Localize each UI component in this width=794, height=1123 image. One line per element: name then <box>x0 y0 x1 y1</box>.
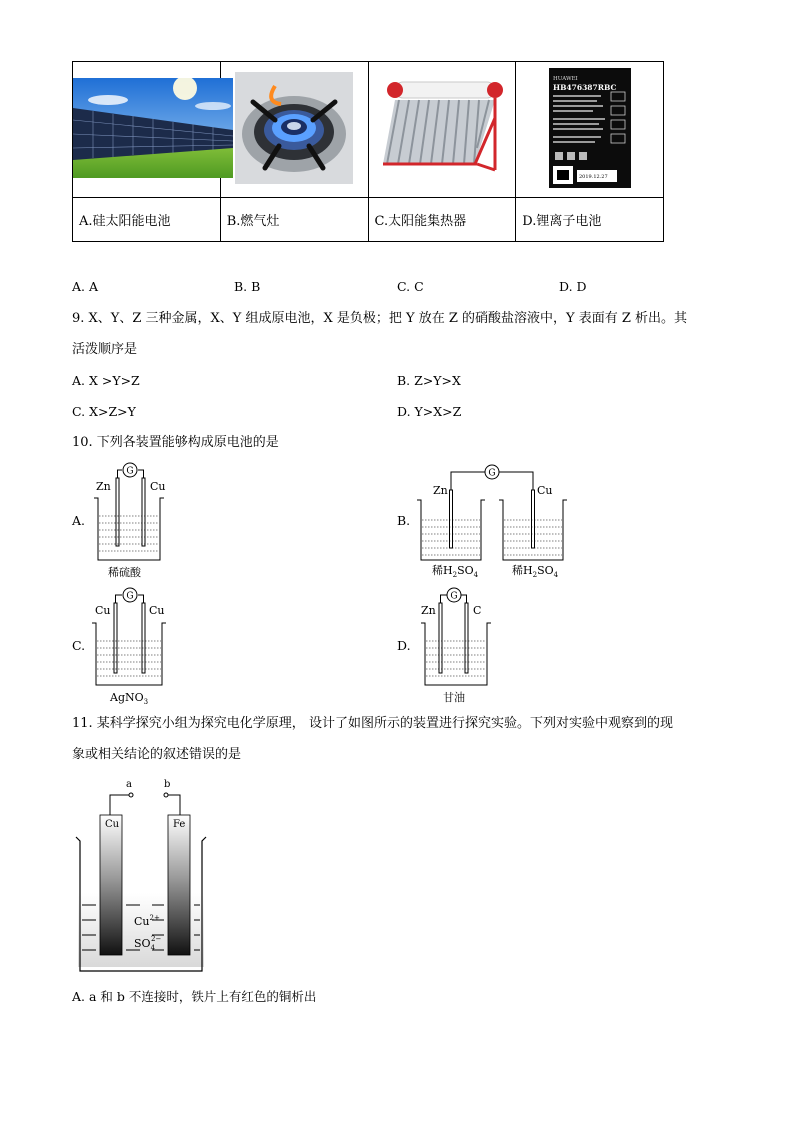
electrode-left-label: Cu <box>95 604 111 617</box>
q11-option-a: A. a 和 b 不连接时，铁片上有红色的铜析出 <box>72 989 317 1004</box>
device-caption-d: D.锂离子电池 <box>516 198 664 242</box>
solution-label: 稀硫酸 <box>108 566 141 579</box>
q8-option-d: D. D <box>559 279 587 294</box>
electrode-right-label: Cu <box>149 604 165 617</box>
electrode-left-label: Zn <box>433 484 448 497</box>
solution-label: 甘油 <box>443 691 465 704</box>
q8-option-b: B. B <box>234 279 261 294</box>
solution-right-label: 稀$H_2SO_4$ <box>512 564 559 579</box>
q10-option-c-letter: C. <box>72 638 86 653</box>
q10-option-b-letter: B. <box>397 513 411 528</box>
electrode-right-label: C <box>473 604 482 617</box>
q8-option-a: A. A <box>72 279 99 294</box>
q9-option-d: D. Y>X>Z <box>397 404 462 419</box>
device-caption-b: B.燃气灶 <box>220 198 368 242</box>
device-caption-c: C.太阳能集热器 <box>368 198 516 242</box>
ion-cu-label: $Cu^{2+}$ <box>134 914 160 928</box>
solar-panel-cell <box>73 62 221 198</box>
q11-stem-line1: 11. 某科学探究小组为探究电化学原理， 设计了如图所示的装置进行探究实验。下列对实验中观察到的现 <box>72 716 673 731</box>
gas-stove-image <box>235 72 353 184</box>
solar-panel-image <box>73 78 233 178</box>
device-caption-a: A.硅太阳能电池 <box>73 198 221 242</box>
terminal-a-label: a <box>126 779 132 790</box>
electrode-right-label: Cu <box>537 484 553 497</box>
device-table <box>72 61 664 242</box>
electrode-left-label: Zn <box>96 480 111 493</box>
electrode-right-label: Cu <box>150 480 166 493</box>
q9-option-a: A. X >Y>Z <box>72 373 140 388</box>
meter-label: G <box>450 591 458 602</box>
q11-apparatus <box>74 775 214 975</box>
cu-electrode-label: Cu <box>105 819 120 830</box>
solution-label: AgNO$_3$ <box>110 691 149 706</box>
battery-brand: HUAWEI <box>552 75 578 82</box>
q8-option-c: C. C <box>397 279 424 294</box>
q11-stem-line2: 象或相关结论的叙述错误的是 <box>72 747 242 762</box>
meter-label: G <box>126 591 134 602</box>
battery-model: HB476387RBC <box>552 82 617 92</box>
q10-apparatus-b <box>415 460 570 582</box>
q10-option-d-letter: D. <box>397 638 411 653</box>
battery-date: 2019.12.27 <box>578 173 608 180</box>
solar-water-heater-image <box>377 78 507 178</box>
terminal-a <box>129 793 133 797</box>
cu-electrode <box>100 815 122 955</box>
q9-option-c: C. X>Z>Y <box>72 404 136 419</box>
q10-stem: 10. 下列各装置能够构成原电池的是 <box>72 435 279 450</box>
lithium-battery-image <box>549 68 631 188</box>
meter-label: G <box>488 468 496 479</box>
q10-apparatus-d <box>415 585 505 709</box>
gas-stove-cell <box>220 62 368 198</box>
q9-option-b: B. Z>Y>X <box>397 373 461 388</box>
terminal-b-label: b <box>164 779 171 790</box>
fe-electrode <box>168 815 190 955</box>
q9-stem-line1: 9. X、Y、Z 三种金属，X、Y 组成原电池，X 是负极；把 Y 放在 Z 的硝酸盐溶液中，Y 表面有 Z 析出。其 <box>72 311 688 326</box>
lithium-battery-cell <box>516 62 664 198</box>
electrode-left-label: Zn <box>421 604 436 617</box>
q9-stem-line2: 活泼顺序是 <box>72 342 138 357</box>
fe-electrode-label: Fe <box>173 819 186 830</box>
q10-option-a-letter: A. <box>72 513 86 528</box>
ion-so4-label: $SO_42-$ <box>134 935 162 952</box>
meter-label: G <box>126 466 134 477</box>
q10-apparatus-a <box>88 460 178 582</box>
q10-apparatus-c <box>88 585 178 709</box>
solar-heater-cell <box>368 62 516 198</box>
terminal-b <box>164 793 168 797</box>
solution-left-label: 稀$H_2SO_4$ <box>432 564 479 579</box>
